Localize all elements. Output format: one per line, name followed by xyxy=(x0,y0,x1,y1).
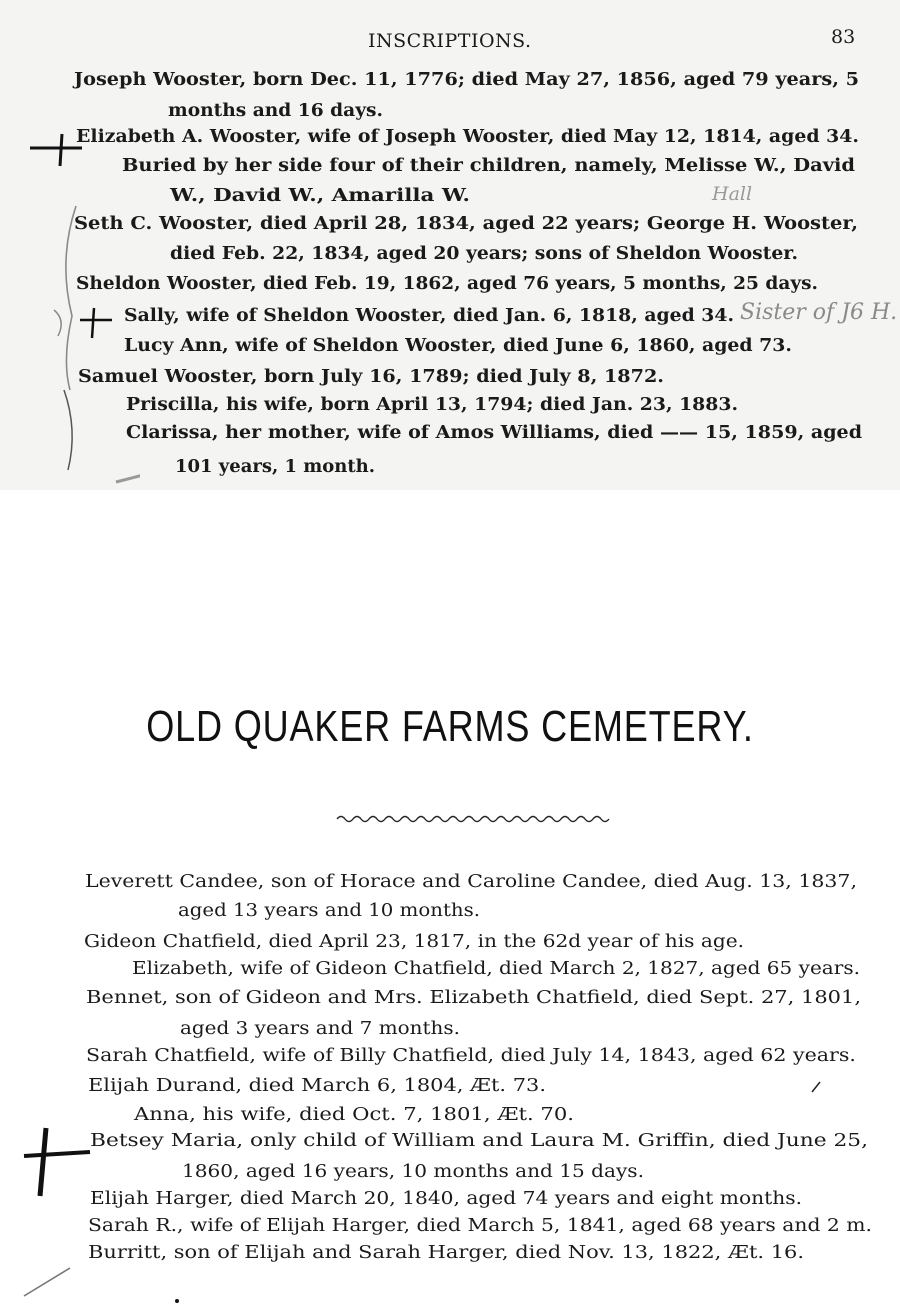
inscription-line: 101 years, 1 month. xyxy=(175,457,376,477)
inscription-line: 1860, aged 16 years, 10 months and 15 days. xyxy=(182,1162,644,1182)
inscription-line: Betsey Maria, only child of William and Laura M. Griffin, died June 25, xyxy=(90,1131,869,1151)
inscription-line: Sheldon Wooster, died Feb. 19, 1862, aged 76 years, 5 months, 25 days. xyxy=(76,274,818,294)
inscription-line: Burritt, son of Elijah and Sarah Harger, died Nov. 13, 1822, Æt. 16. xyxy=(88,1243,805,1263)
section-title: OLD QUAKER FARMS CEMETERY. xyxy=(146,702,754,751)
inscription-line: aged 3 years and 7 months. xyxy=(180,1019,460,1039)
inscription-line: W., David W., Amarilla W. xyxy=(170,186,471,206)
inscription-line: aged 13 years and 10 months. xyxy=(178,901,481,921)
inscription-line: Sarah R., wife of Elijah Harger, died March 5, 1841, aged 68 years and 2 m. xyxy=(88,1216,872,1236)
inscription-line: Elizabeth A. Wooster, wife of Joseph Wooster, died May 12, 1814, aged 34. xyxy=(76,127,860,147)
inscription-line: Seth C. Wooster, died April 28, 1834, aged 22 years; George H. Wooster, xyxy=(74,214,859,234)
inscription-line: Buried by her side four of their children, namely, Melisse W., David xyxy=(122,156,855,176)
inscription-line: died Feb. 22, 1834, aged 20 years; sons of Sheldon Wooster. xyxy=(170,244,798,264)
inscription-line: Anna, his wife, died Oct. 7, 1801, Æt. 70. xyxy=(134,1105,575,1125)
ink-speck xyxy=(172,1296,182,1306)
inscription-line: Lucy Ann, wife of Sheldon Wooster, died June 6, 1860, aged 73. xyxy=(124,336,792,356)
handwritten-note: Sister of J6 H. xyxy=(740,300,898,325)
ornament-divider xyxy=(335,812,615,826)
inscription-line: Elizabeth, wife of Gideon Chatfield, died March 2, 1827, aged 65 years. xyxy=(132,959,860,979)
inscription-line: Elijah Harger, died March 20, 1840, aged 74 years and eight months. xyxy=(90,1189,803,1209)
inscription-line: months and 16 days. xyxy=(168,101,384,121)
pencil-slash-mark xyxy=(20,1260,90,1300)
inscription-line: Sally, wife of Sheldon Wooster, died Jan. 6, 1818, aged 34. xyxy=(124,306,734,326)
inscription-line: Gideon Chatfield, died April 23, 1817, in the 62d year of his age. xyxy=(84,932,744,952)
ink-speck xyxy=(808,1078,828,1098)
inscription-line: Joseph Wooster, born Dec. 11, 1776; died May 27, 1856, aged 79 years, 5 xyxy=(74,70,860,90)
page-number: 83 xyxy=(831,26,856,48)
pencil-margin-marks xyxy=(20,120,140,490)
handwritten-note: Hall xyxy=(712,183,753,205)
running-title: INSCRIPTIONS. xyxy=(368,30,532,52)
page-83 xyxy=(0,0,900,490)
inscription-line: Samuel Wooster, born July 16, 1789; died July 8, 1872. xyxy=(78,367,664,387)
inscription-line: Elijah Durand, died March 6, 1804, Æt. 73. xyxy=(88,1076,546,1096)
cemetery-page xyxy=(0,490,900,1310)
inscription-line: Clarissa, her mother, wife of Amos Williams, died —— 15, 1859, aged xyxy=(126,423,863,443)
inscription-line: Sarah Chatfield, wife of Billy Chatfield, died July 14, 1843, aged 62 years. xyxy=(86,1046,856,1066)
inscription-line: Bennet, son of Gideon and Mrs. Elizabeth Chatfield, died Sept. 27, 1801, xyxy=(86,988,862,1008)
inscription-line: Leverett Candee, son of Horace and Caroline Candee, died Aug. 13, 1837, xyxy=(85,872,857,892)
inscription-line: Priscilla, his wife, born April 13, 1794; died Jan. 23, 1883. xyxy=(126,395,739,415)
running-head xyxy=(0,26,900,56)
ink-cross-mark xyxy=(18,1122,98,1202)
